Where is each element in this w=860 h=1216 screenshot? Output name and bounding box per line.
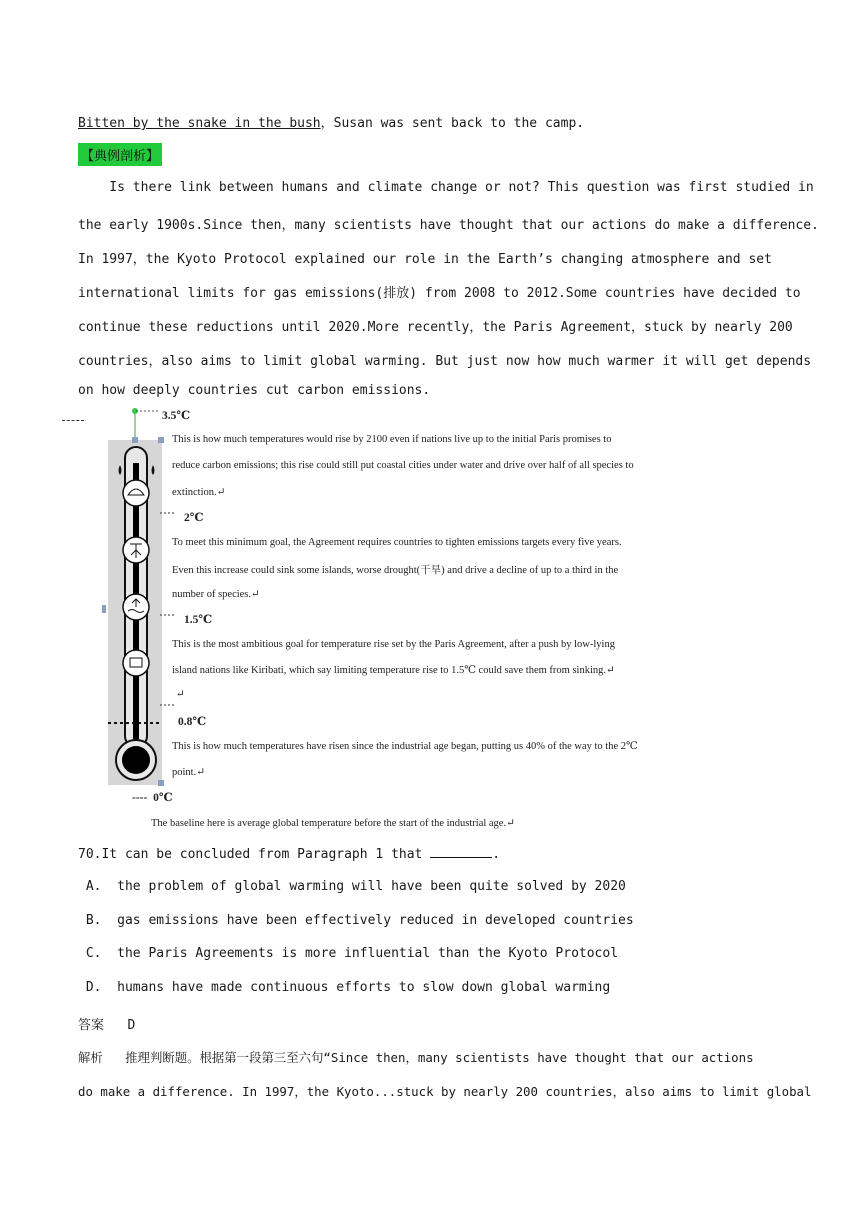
level-desc: This is the most ambitious goal for temperature rise set by the Paris Agreement, after a push by low-lying: [172, 639, 615, 650]
option-c: C. the Paris Agreements is more influential than the Kyoto Protocol: [78, 946, 619, 961]
passage-line: continue these reductions until 2020.More recently，the Paris Agreement，stuck by nearly 200: [78, 320, 793, 335]
passage-line: countries，also aims to limit global warming. But just now how much warmer it will get depends: [78, 354, 812, 369]
level-desc: Even this increase could sink some islands, worse drought(干旱) and drive a decline of up to a third in the: [172, 565, 619, 576]
passage-line: Is there link between humans and climate change or not? This question was first studied in: [78, 180, 814, 195]
level-desc: ↵: [176, 689, 185, 700]
question-stem: [78, 845, 500, 862]
passage-line: In 1997，the Kyoto Protocol explained our role in the Earth’s changing atmosphere and set: [78, 252, 772, 267]
zero-level: [132, 790, 173, 804]
option-a: A. the problem of global warming will have been quite solved by 2020: [78, 879, 626, 894]
baseline-note: The baseline here is average global temperature before the start of the industrial age.↵: [151, 818, 515, 829]
passage-line: international limits for gas emissions(排放) from 2008 to 2012.Some countries have decided to: [78, 286, 801, 301]
thermometer-icon: [100, 405, 180, 815]
level-desc: point.↵: [172, 767, 206, 778]
underlined-phrase: Bitten by the snake in the bush: [78, 116, 321, 131]
level-desc: island nations like Kiribati, which say limiting temperature rise to 1.5℃ could save them from sinking.↵: [172, 665, 615, 676]
level-label: 0℃: [153, 792, 173, 804]
option-b: B. gas emissions have been effectively reduced in developed countries: [78, 913, 634, 928]
level-desc: This is how much temperatures would rise by 2100 even if nations live up to the initial Paris promises to: [172, 434, 612, 445]
zero-prefix: ----: [132, 792, 148, 804]
answer-blank: [430, 845, 492, 858]
intro-sentence: [78, 112, 584, 131]
stem-text: 70.It can be concluded from Paragraph 1 that: [78, 847, 431, 862]
level-desc: extinction.↵: [172, 487, 226, 498]
level-label: 1.5℃: [184, 614, 213, 626]
figure-anchor-dash: [62, 420, 84, 421]
option-d: D. humans have made continuous efforts to slow down global warming: [78, 980, 611, 995]
intro-rest: ，Susan was sent back to the camp.: [320, 116, 585, 131]
analysis-line: 解析 推理判断题。根据第一段第三至六句“Since then，many scientists have thought that our actions: [78, 1050, 754, 1065]
level-desc: To meet this minimum goal, the Agreement requires countries to tighten emissions targets every five years.: [172, 537, 622, 548]
level-desc: number of species.↵: [172, 589, 260, 600]
passage-line: the early 1900s.Since then，many scientists have thought that our actions do make a difference.: [78, 218, 819, 233]
level-label: 3.5℃: [162, 410, 191, 422]
analysis-line: do make a difference. In 1997，the Kyoto...stuck by nearly 200 countries，also aims to limit global: [78, 1084, 812, 1099]
level-desc: reduce carbon emissions; this rise could still put coastal cities under water and drive over half of all species to: [172, 460, 634, 471]
passage-line: on how deeply countries cut carbon emissions.: [78, 383, 431, 398]
stem-end: .: [492, 847, 501, 862]
answer-line: 答案 D: [78, 1018, 136, 1033]
level-label: 2℃: [184, 512, 204, 524]
section-tag: 【典例剖析】: [78, 143, 162, 166]
level-label: 0.8℃: [178, 716, 207, 728]
level-desc: This is how much temperatures have risen since the industrial age began, putting us 40% of the way to the 2℃: [172, 741, 638, 752]
